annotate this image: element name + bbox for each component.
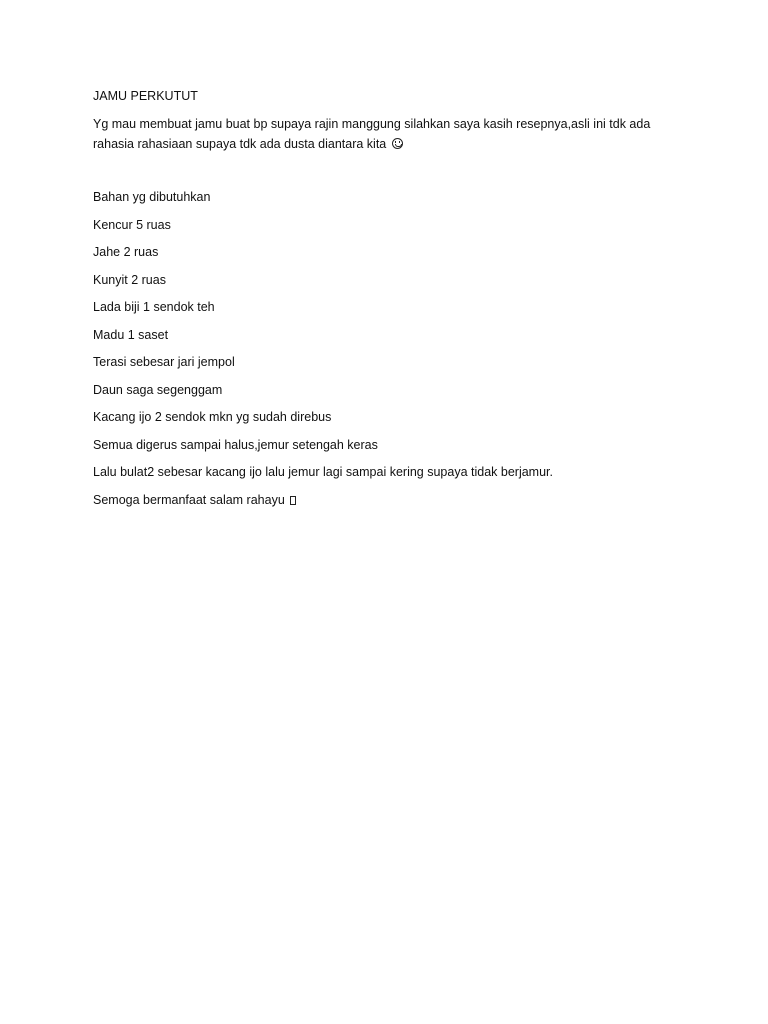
ingredient-item: Jahe 2 ruas [93, 245, 159, 259]
ingredient-item: Kencur 5 ruas [93, 217, 171, 232]
closing-line [93, 491, 683, 509]
ingredient-item: Kunyit 2 ruas [93, 272, 166, 287]
intro-paragraph [93, 114, 683, 154]
ingredient-item: Terasi sebesar jari jempol [93, 355, 235, 369]
ingredient-item: Lada biji 1 sendok teh [93, 300, 215, 314]
document-title: JAMU PERKUTUT [93, 89, 198, 103]
ingredient-item: Madu 1 saset [93, 327, 169, 342]
intro-line-2: rahasia rahasiaan supaya tdk ada dusta diantara kita [93, 137, 387, 151]
intro-line-1: Yg mau membuat jamu buat bp supaya rajin manggung silahkan saya kasih resepnya,asli ini tdk ada [93, 117, 651, 131]
closing-text: Semoga bermanfaat salam rahayu [93, 492, 285, 507]
instruction-step-1: Semua digerus sampai halus,jemur setengah keras [93, 437, 378, 452]
ingredient-item: Daun saga segenggam [93, 382, 223, 397]
instruction-step-2: Lalu bulat2 sebesar kacang ijo lalu jemur lagi sampai kering supaya tidak berjamur. [93, 465, 553, 479]
grinning-face-icon [392, 138, 403, 149]
missing-glyph-icon [290, 496, 296, 505]
ingredient-item: Kacang ijo 2 sendok mkn yg sudah direbus [93, 410, 332, 424]
document-body [93, 87, 683, 518]
ingredients-heading: Bahan yg dibutuhkan [93, 190, 211, 204]
